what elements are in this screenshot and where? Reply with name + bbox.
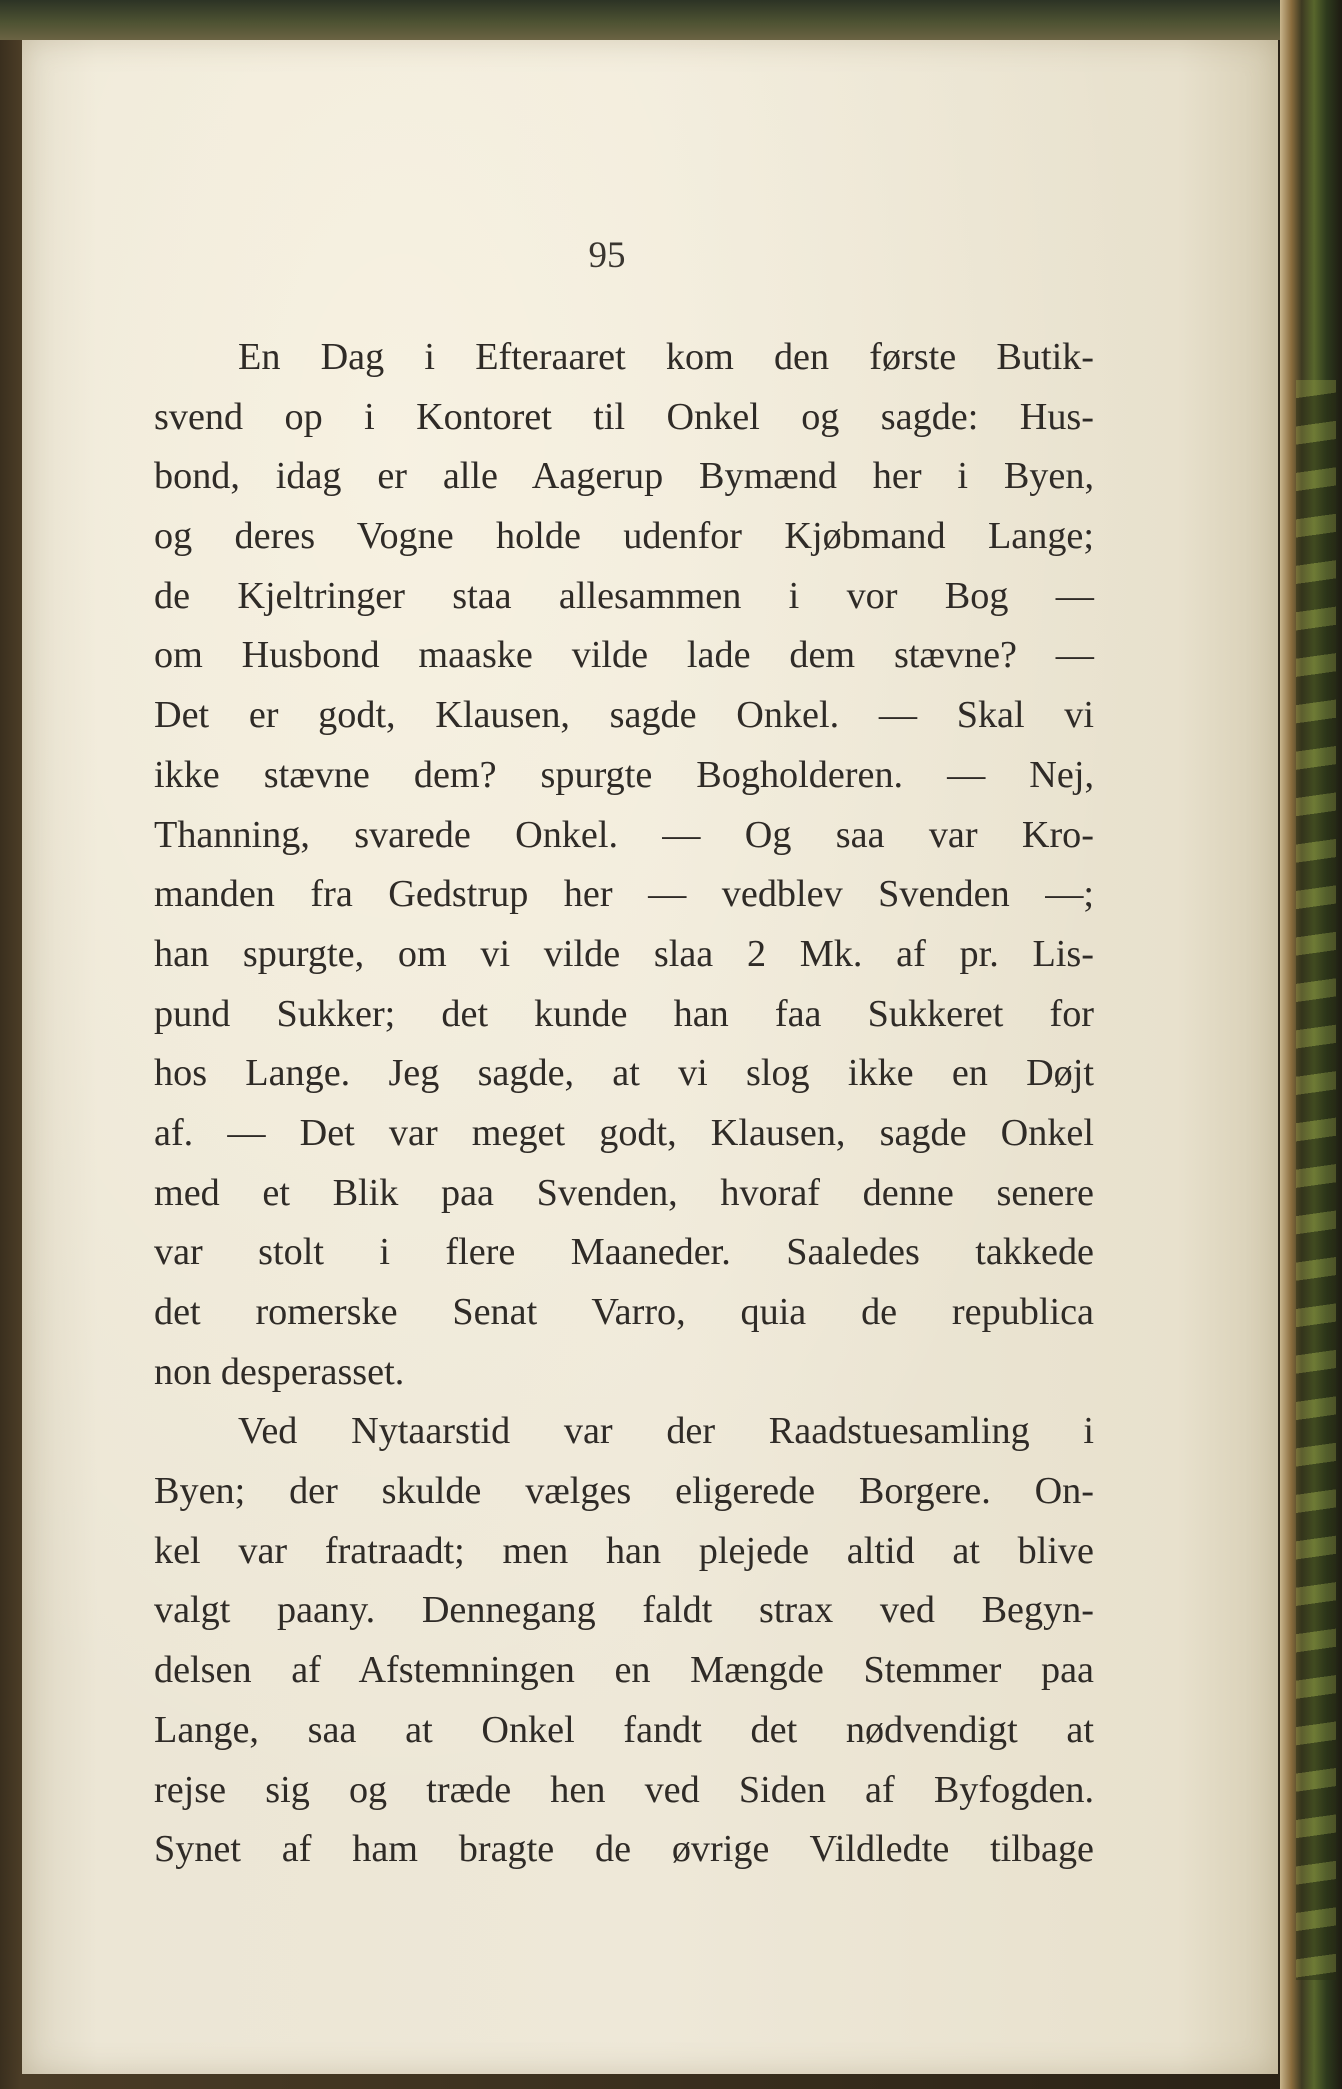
text-line: med et Blik paa Svenden, hvoraf denne senere — [154, 1171, 1094, 1214]
text-line: non desperasset. — [154, 1350, 405, 1393]
page-number: 95 — [588, 235, 626, 276]
text-line: det romerske Senat Varro, quia de republica — [154, 1291, 1094, 1333]
text-line: delsen af Afstemningen en Mængde Stemmer paa — [154, 1649, 1094, 1692]
page-body-text — [154, 328, 1094, 1880]
text-line: var stolt i flere Maaneder. Saaledes takkede — [154, 1231, 1094, 1274]
text-line: En Dag i Efteraaret kom den første Butik- — [238, 336, 1094, 378]
text-line: om Husbond maaske vilde lade dem stævne? — — [154, 634, 1094, 677]
text-line: valgt paany. Dennegang faldt strax ved Begyn- — [154, 1589, 1094, 1632]
book-top-edge — [0, 0, 1342, 40]
text-line: Ved Nytaarstid var der Raadstuesamling i — [238, 1410, 1094, 1453]
book-page — [22, 40, 1278, 2074]
text-line: ikke stævne dem? spurgte Bogholderen. — Nej, — [154, 753, 1094, 796]
text-line: Det er godt, Klausen, sagde Onkel. — Skal vi — [154, 694, 1094, 737]
text-line: hos Lange. Jeg sagde, at vi slog ikke en Døjt — [154, 1052, 1094, 1095]
text-line: af. — Det var meget godt, Klausen, sagde Onkel — [154, 1111, 1094, 1154]
text-line: Synet af ham bragte de øvrige Vildledte tilbage — [154, 1828, 1094, 1871]
text-line: bond, idag er alle Aagerup Bymænd her i Byen, — [154, 455, 1094, 498]
text-line: Lange, saa at Onkel fandt det nødvendigt at — [154, 1708, 1094, 1751]
text-line: Thanning, svarede Onkel. — Og saa var Kro- — [154, 813, 1094, 856]
marbled-cover — [1296, 380, 1336, 1980]
text-line: han spurgte, om vi vilde slaa 2 Mk. af pr. Lis- — [154, 932, 1094, 975]
text-line: pund Sukker; det kunde han faa Sukkeret for — [154, 992, 1094, 1035]
text-line: kel var fratraadt; men han plejede altid at blive — [154, 1529, 1094, 1572]
text-line: de Kjeltringer staa allesammen i vor Bog — — [154, 574, 1094, 617]
text-line: svend op i Kontoret til Onkel og sagde: Hus- — [154, 395, 1094, 438]
text-line: manden fra Gedstrup her — vedblev Svenden —; — [154, 873, 1094, 916]
text-line: og deres Vogne holde udenfor Kjøbmand Lange; — [154, 515, 1094, 558]
text-line: Byen; der skulde vælges eligerede Borgere. On- — [154, 1470, 1094, 1513]
text-line: rejse sig og træde hen ved Siden af Byfogden. — [154, 1768, 1094, 1811]
